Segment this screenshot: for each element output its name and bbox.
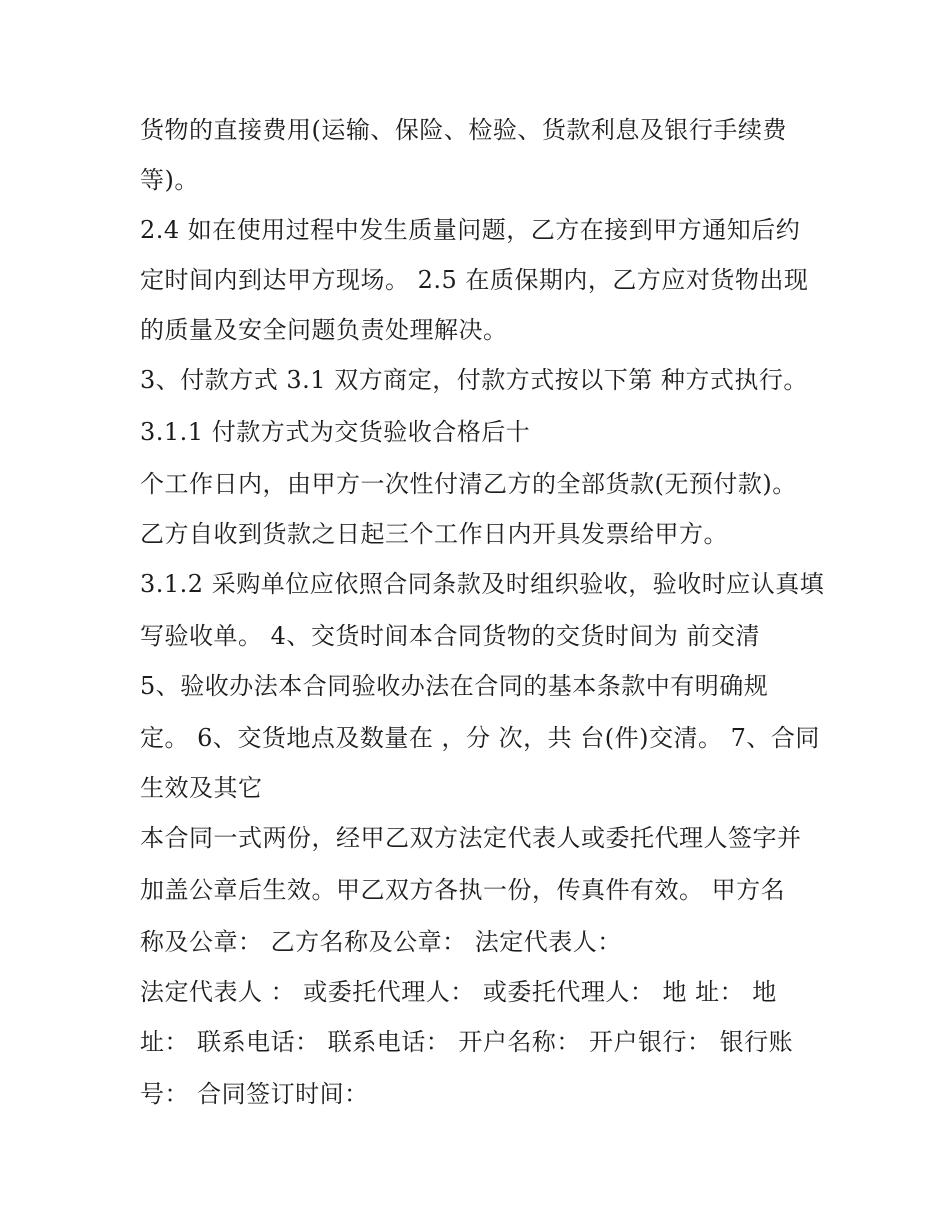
text-line: 的质量及安全问题负责处理解决。 [140,316,508,344]
text-line: 写验收单。 4、交货时间本合同货物的交货时间为 前交清 [140,622,761,650]
text-line: 3.1.2 采购单位应依照合同条款及时组织验收，验收时应认真填 [140,570,825,598]
text-line: 等)。 [140,166,199,194]
text-line: 加盖公章后生效。甲乙双方各执一份，传真件有效。 甲方名 [140,876,786,904]
text-line: 乙方自收到货款之日起三个工作日内开具发票给甲方。 [140,520,728,548]
text-line: 号： 合同签订时间： [140,1080,369,1108]
text-line: 3.1.1 付款方式为交货验收合格后十 [140,418,531,446]
text-line: 2.4 如在使用过程中发生质量问题，乙方在接到甲方通知后约 [140,216,801,244]
text-line: 法定代表人 ： 或委托代理人： 或委托代理人： 地 址： 地 [140,978,777,1006]
text-line: 址： 联系电话： 联系电话： 开户名称： 开户银行： 银行账 [140,1028,794,1056]
text-line: 本合同一式两份，经甲乙双方法定代表人或委托代理人签字并 [140,824,802,852]
text-line: 生效及其它 [140,774,263,802]
text-line: 定时间内到达甲方现场。 2.5 在质保期内，乙方应对货物出现 [140,266,809,294]
text-line: 3、付款方式 3.1 双方商定，付款方式按以下第 种方式执行。 [140,366,808,394]
text-line: 5、验收办法本合同验收办法在合同的基本条款中有明确规 [140,672,769,700]
text-line: 货物的直接费用(运输、保险、检验、货款利息及银行手续费 [140,116,787,144]
text-line: 个工作日内，由甲方一次性付清乙方的全部货款(无预付款)。 [140,470,797,498]
text-line: 定。 6、交货地点及数量在 ，分 次，共 台(件)交清。 7、合同 [140,724,820,752]
text-line: 称及公章： 乙方名称及公章： 法定代表人： [140,928,622,956]
